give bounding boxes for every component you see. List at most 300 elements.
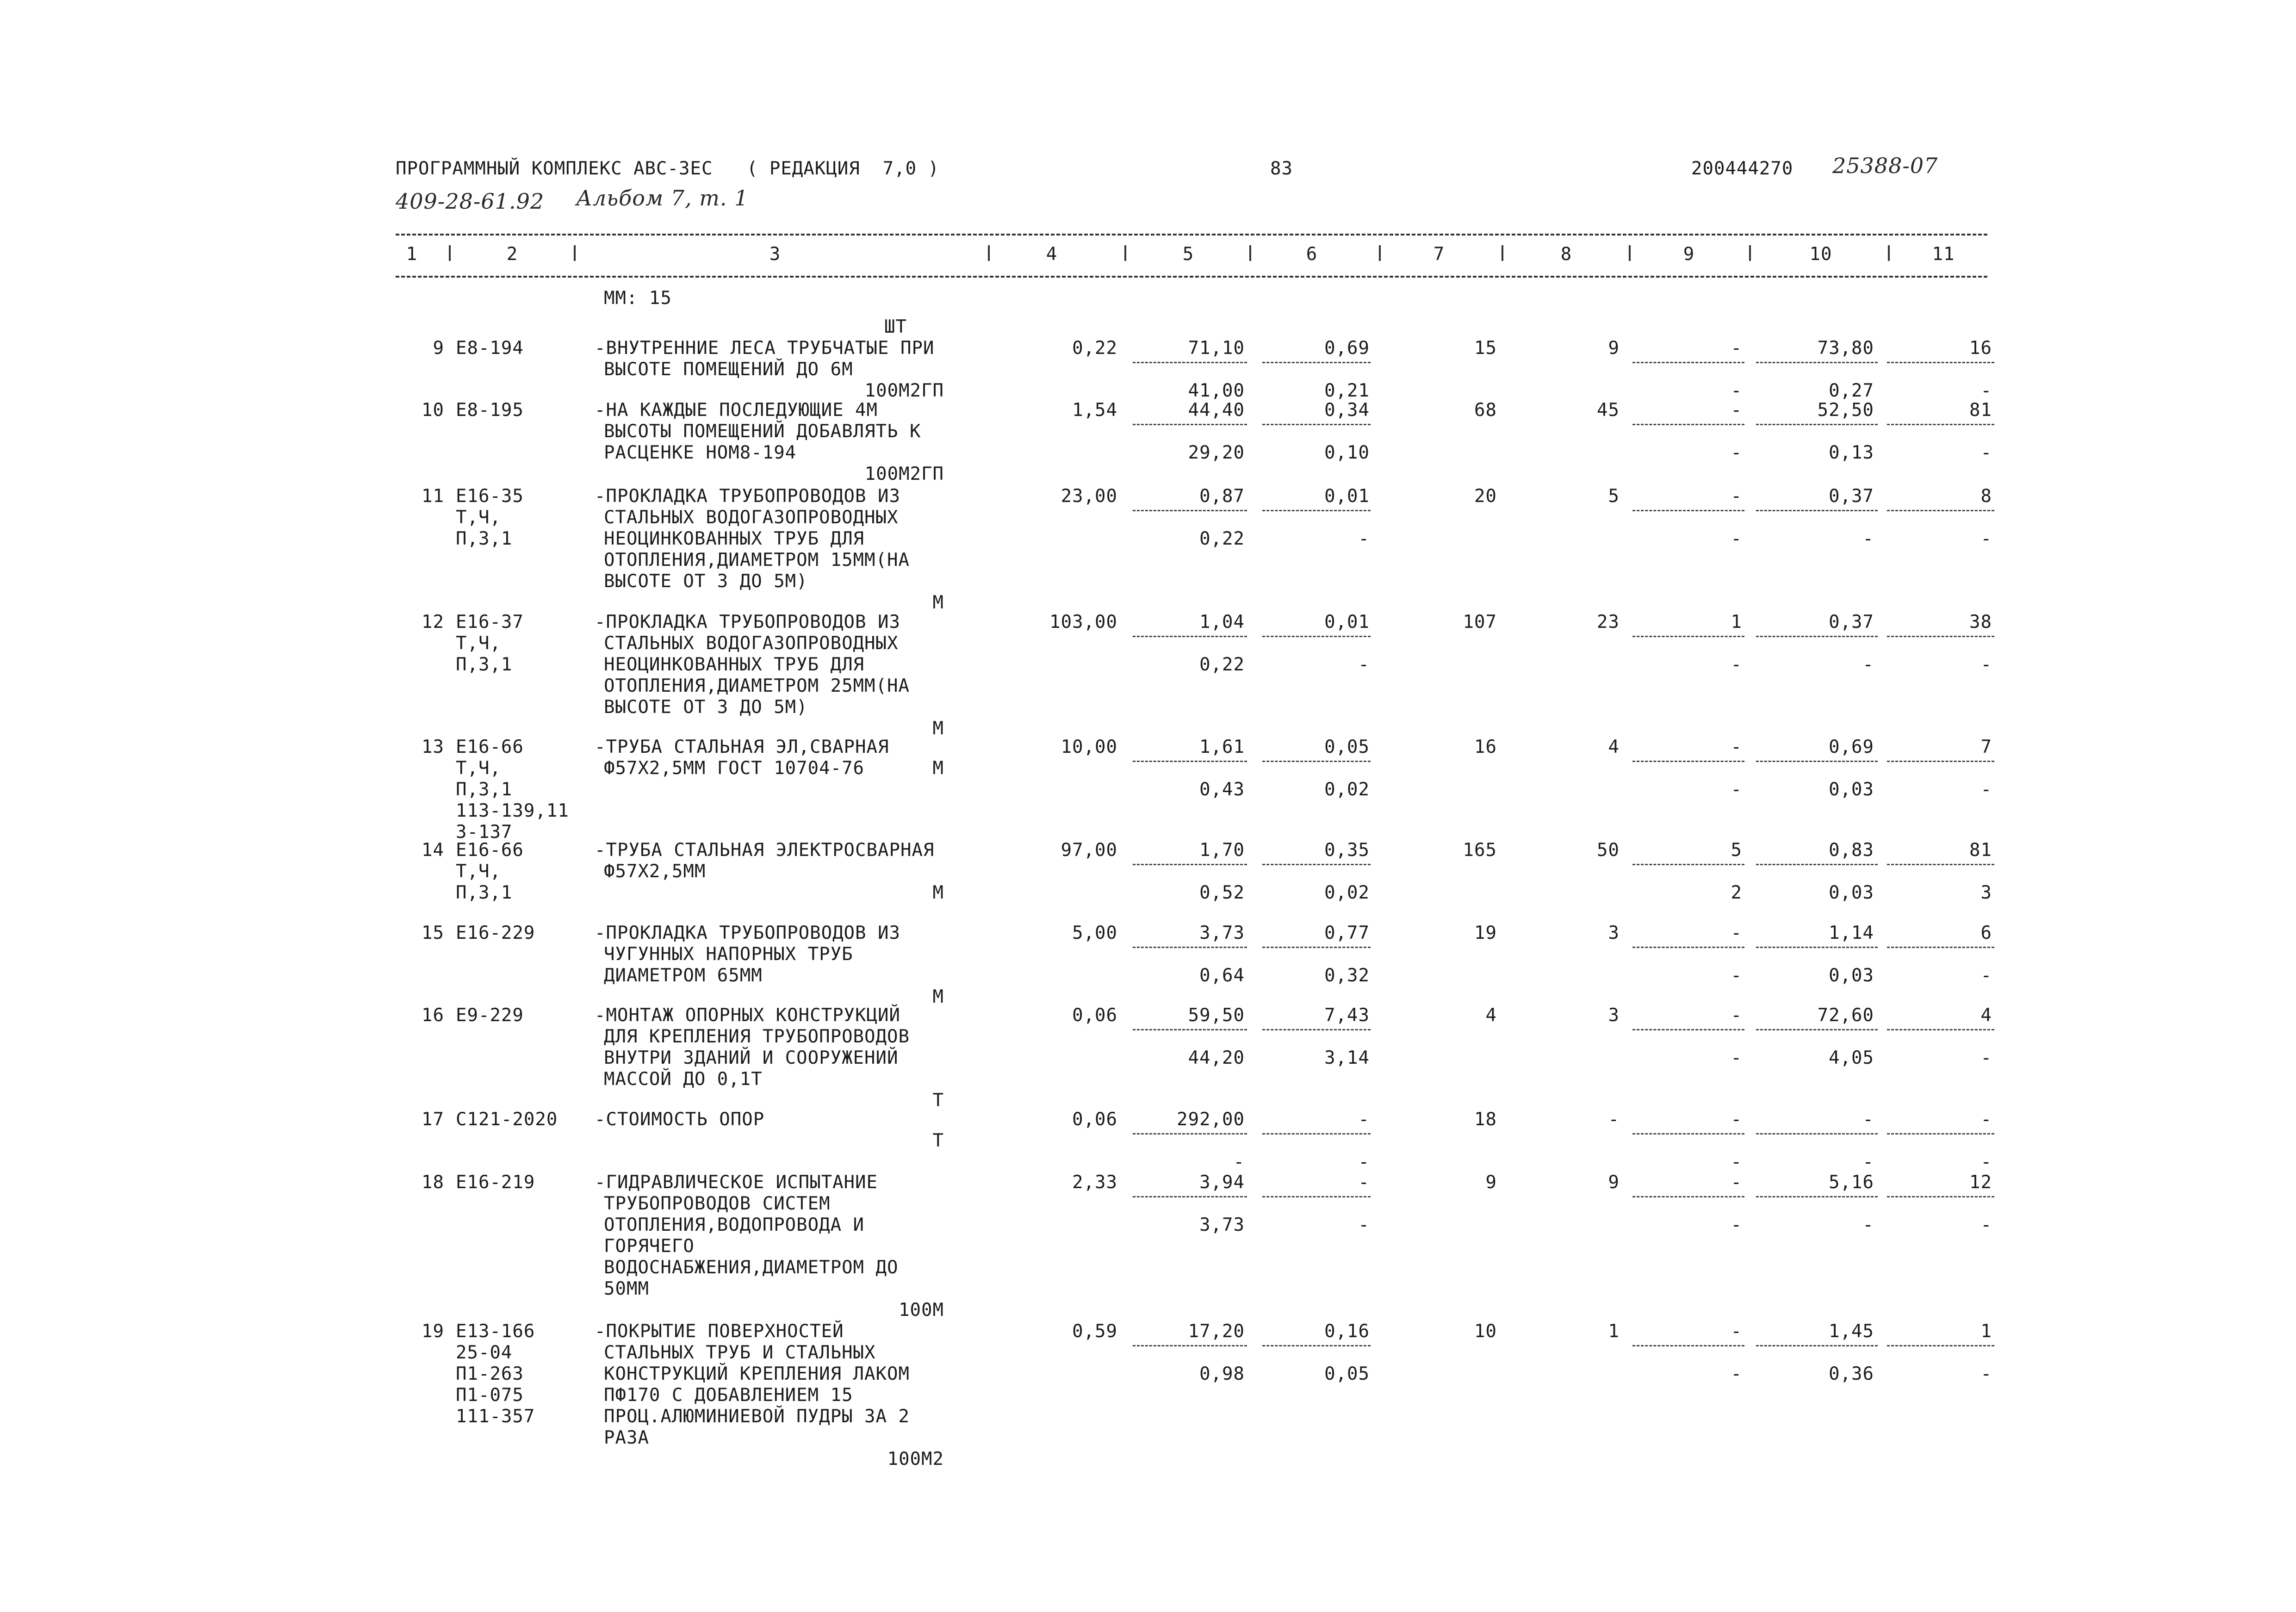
- rate-code: Е16-35: [456, 486, 524, 507]
- sub-divider: [1133, 864, 1247, 865]
- machinist-labor-total: -: [1980, 654, 1992, 675]
- wages-total: -: [1608, 1109, 1620, 1130]
- rate-code: Е13-166: [456, 1321, 535, 1342]
- labor-total: 81: [1969, 840, 1992, 861]
- unit-cost-wages: 0,52: [1199, 882, 1245, 903]
- unit-label: 100М: [899, 1300, 944, 1321]
- row-number: 11: [422, 486, 444, 507]
- unit-label: 100М2ГП: [864, 380, 944, 401]
- labor-per-unit: 0,37: [1829, 612, 1874, 632]
- machine-cost-wages: 0,21: [1324, 380, 1370, 401]
- machine-cost: -: [1358, 1172, 1370, 1193]
- labor-per-unit: 1,14: [1829, 923, 1874, 943]
- column-separator: [449, 245, 453, 261]
- sub-divider: [1756, 362, 1878, 363]
- total-cost: 4: [1485, 1005, 1497, 1026]
- unit-label: М: [932, 882, 944, 903]
- column-header-9: 9: [1683, 244, 1695, 265]
- unit-label: М: [932, 718, 944, 739]
- labor-total: 12: [1969, 1172, 1992, 1193]
- sub-divider: [1887, 1196, 1994, 1197]
- row-number: 19: [422, 1321, 444, 1342]
- work-description: ОТОПЛЕНИЯ,ДИАМЕТРОМ 15ММ(НА: [604, 550, 910, 570]
- rate-code: Т,Ч,: [456, 633, 501, 654]
- machine-cost-wages: -: [1358, 1152, 1370, 1172]
- handwritten-project-code: 409-28-61.92: [396, 189, 545, 214]
- work-description: ДИАМЕТРОМ 65ММ: [604, 965, 763, 986]
- machine-cost: 0,01: [1324, 612, 1370, 632]
- sub-divider: [1756, 1196, 1878, 1197]
- machinist-labor-total: -: [1980, 1364, 1992, 1384]
- machinist-labor-total: -: [1980, 1152, 1992, 1172]
- row-number: 14: [422, 840, 444, 861]
- rate-code: Т,Ч,: [456, 861, 501, 882]
- quantity: 2,33: [1072, 1172, 1117, 1193]
- wages-total: 3: [1608, 923, 1620, 943]
- machine-wages-total: -: [1731, 1364, 1742, 1384]
- sub-divider: [1262, 1196, 1371, 1197]
- machine-cost-wages: 0,32: [1324, 965, 1370, 986]
- work-description: ТРУБОПРОВОДОВ СИСТЕМ: [604, 1193, 831, 1214]
- sub-divider: [1262, 1029, 1371, 1030]
- sub-divider: [1887, 1029, 1994, 1030]
- sub-divider: [1262, 362, 1371, 363]
- machinist-labor-total: -: [1980, 528, 1992, 549]
- work-description: -СТОИМОСТЬ ОПОР: [595, 1109, 765, 1130]
- sub-divider: [1262, 864, 1371, 865]
- unit-cost-wages: 0,22: [1199, 654, 1245, 675]
- sub-divider: [1756, 1345, 1878, 1346]
- work-description: -ТРУБА СТАЛЬНАЯ ЭЛЕКТРОСВАРНАЯ: [595, 840, 935, 861]
- column-header-5: 5: [1182, 244, 1194, 265]
- sub-divider: [1632, 1345, 1744, 1346]
- sub-divider: [1133, 1029, 1247, 1030]
- sub-divider: [1632, 510, 1744, 511]
- rate-code: П,3,1: [456, 882, 513, 903]
- rate-code: Е16-66: [456, 840, 524, 861]
- unit-cost-wages: 3,73: [1199, 1215, 1245, 1235]
- rate-code: С121-2020: [456, 1109, 558, 1130]
- unit-cost: 71,10: [1188, 338, 1245, 359]
- sub-divider: [1262, 510, 1371, 511]
- column-header-1: 1: [406, 244, 418, 265]
- sub-divider: [1632, 1133, 1744, 1135]
- work-description: ПФ170 С ДОБАВЛЕНИЕМ 15: [604, 1385, 853, 1406]
- machine-cost: 0,05: [1324, 737, 1370, 757]
- column-header-10: 10: [1809, 244, 1832, 265]
- column-separator: [988, 245, 993, 261]
- total-cost: 10: [1474, 1321, 1497, 1342]
- unit-label: Т: [932, 1090, 944, 1111]
- sub-divider: [1262, 1345, 1371, 1346]
- machine-wages-total: 2: [1731, 882, 1742, 903]
- machine-total: 5: [1731, 840, 1742, 861]
- work-description: -НА КАЖДЫЕ ПОСЛЕДУЮЩИЕ 4М: [595, 400, 878, 421]
- machinist-labor-per-unit: -: [1862, 528, 1874, 549]
- machine-wages-total: -: [1731, 380, 1742, 401]
- machine-wages-total: -: [1731, 779, 1742, 800]
- unit-cost-wages: 0,98: [1199, 1364, 1245, 1384]
- sub-divider: [1887, 424, 1994, 425]
- rate-code: Е16-219: [456, 1172, 535, 1193]
- handwritten-doc-code: 25388-07: [1832, 153, 1938, 178]
- unit-cost: 17,20: [1188, 1321, 1245, 1342]
- column-header-3: 3: [769, 244, 781, 265]
- work-description: 50ММ: [604, 1278, 649, 1299]
- rate-code: 3-137: [456, 822, 513, 843]
- machine-cost-wages: 0,02: [1324, 882, 1370, 903]
- column-header-7: 7: [1433, 244, 1445, 265]
- row-number: 9: [433, 338, 444, 359]
- machine-cost: 0,77: [1324, 923, 1370, 943]
- total-cost: 15: [1474, 338, 1497, 359]
- rate-code: Е8-195: [456, 400, 524, 421]
- work-description: ВЫСОТЕ ПОМЕЩЕНИЙ ДО 6М: [604, 359, 853, 380]
- rate-code: 111-357: [456, 1406, 535, 1427]
- labor-total: -: [1980, 1109, 1992, 1130]
- machine-total: -: [1731, 400, 1742, 421]
- column-separator: [1749, 245, 1754, 261]
- labor-total: 7: [1980, 737, 1992, 757]
- machinist-labor-total: -: [1980, 1048, 1992, 1068]
- work-description: ВОДОСНАБЖЕНИЯ,ДИАМЕТРОМ ДО: [604, 1257, 899, 1278]
- unit-cost-wages: 0,43: [1199, 779, 1245, 800]
- sub-divider: [1756, 510, 1878, 511]
- rate-code: 113-139,11: [456, 800, 569, 821]
- total-cost: 107: [1463, 612, 1497, 632]
- machine-cost-wages: 0,05: [1324, 1364, 1370, 1384]
- quantity: 1,54: [1072, 400, 1117, 421]
- machine-total: -: [1731, 1005, 1742, 1026]
- total-cost: 16: [1474, 737, 1497, 757]
- machinist-labor-per-unit: 4,05: [1829, 1048, 1874, 1068]
- wages-total: 5: [1608, 486, 1620, 507]
- machine-total: -: [1731, 1321, 1742, 1342]
- unit-label: ШТ: [884, 316, 907, 337]
- machinist-labor-per-unit: -: [1862, 1152, 1874, 1172]
- machine-wages-total: -: [1731, 654, 1742, 675]
- work-description: ВНУТРИ ЗДАНИЙ И СООРУЖЕНИЙ: [604, 1048, 899, 1068]
- work-description: -ТРУБА СТАЛЬНАЯ ЭЛ,СВАРНАЯ: [595, 737, 889, 757]
- column-header-6: 6: [1306, 244, 1318, 265]
- machinist-labor-per-unit: 0,03: [1829, 779, 1874, 800]
- row-number: 15: [422, 923, 444, 943]
- rate-code: Е16-37: [456, 612, 524, 632]
- work-description: -ВНУТРЕННИЕ ЛЕСА ТРУБЧАТЫЕ ПРИ: [595, 338, 935, 359]
- unit-cost-wages: -: [1233, 1152, 1245, 1172]
- quantity: 0,22: [1072, 338, 1117, 359]
- column-separator: [1888, 245, 1893, 261]
- machine-total: -: [1731, 1172, 1742, 1193]
- machine-cost-wages: 0,02: [1324, 779, 1370, 800]
- sub-divider: [1133, 424, 1247, 425]
- row-number: 13: [422, 737, 444, 757]
- labor-per-unit: 0,69: [1829, 737, 1874, 757]
- rate-code: Т,Ч,: [456, 758, 501, 779]
- machine-total: 1: [1731, 612, 1742, 632]
- sub-divider: [1632, 864, 1744, 865]
- work-description: -МОНТАЖ ОПОРНЫХ КОНСТРУКЦИЙ: [595, 1005, 900, 1026]
- work-description: КОНСТРУКЦИЙ КРЕПЛЕНИЯ ЛАКОМ: [604, 1364, 910, 1384]
- labor-total: 8: [1980, 486, 1992, 507]
- machine-wages-total: -: [1731, 1152, 1742, 1172]
- sub-divider: [1887, 947, 1994, 948]
- sub-divider: [1756, 636, 1878, 637]
- sub-divider: [1133, 510, 1247, 511]
- quantity: 10,00: [1061, 737, 1117, 757]
- sub-divider: [1756, 947, 1878, 948]
- machine-wages-total: -: [1731, 1048, 1742, 1068]
- sub-divider: [1887, 864, 1994, 865]
- sub-divider: [1632, 362, 1744, 363]
- unit-label: М: [932, 986, 944, 1007]
- header-rule-bottom: [396, 276, 1987, 278]
- wages-total: 3: [1608, 1005, 1620, 1026]
- work-description: РАЗА: [604, 1427, 649, 1448]
- rate-code: Е8-194: [456, 338, 524, 359]
- column-separator: [1249, 245, 1254, 261]
- rate-code: Т,Ч,: [456, 507, 501, 528]
- work-description: -ПРОКЛАДКА ТРУБОПРОВОДОВ ИЗ: [595, 486, 900, 507]
- sub-divider: [1632, 761, 1744, 762]
- unit-cost: 59,50: [1188, 1005, 1245, 1026]
- machinist-labor-total: -: [1980, 965, 1992, 986]
- work-description: ПРОЦ.АЛЮМИНИЕВОЙ ПУДРЫ ЗА 2: [604, 1406, 910, 1427]
- machinist-labor-per-unit: 0,03: [1829, 882, 1874, 903]
- machine-total: -: [1731, 1109, 1742, 1130]
- quantity: 5,00: [1072, 923, 1117, 943]
- header-rule-top: [396, 234, 1987, 236]
- quantity: 0,06: [1072, 1109, 1117, 1130]
- sub-divider: [1133, 636, 1247, 637]
- quantity: 103,00: [1049, 612, 1117, 632]
- machinist-labor-total: -: [1980, 1215, 1992, 1235]
- handwritten-album: Альбом 7, т. 1: [576, 186, 749, 211]
- total-cost: 20: [1474, 486, 1497, 507]
- column-separator: [1502, 245, 1506, 261]
- labor-total: 16: [1969, 338, 1992, 359]
- total-cost: 68: [1474, 400, 1497, 421]
- column-header-11: 11: [1932, 244, 1955, 265]
- sub-divider: [1756, 1133, 1878, 1135]
- machine-wages-total: -: [1731, 1215, 1742, 1235]
- sub-divider: [1887, 1345, 1994, 1346]
- column-separator: [1379, 245, 1384, 261]
- labor-per-unit: 73,80: [1817, 338, 1874, 359]
- machine-cost-wages: 0,10: [1324, 442, 1370, 463]
- unit-cost: 3,73: [1199, 923, 1245, 943]
- unit-cost-wages: 0,22: [1199, 528, 1245, 549]
- quantity: 23,00: [1061, 486, 1117, 507]
- total-cost: 165: [1463, 840, 1497, 861]
- work-description: ОТОПЛЕНИЯ,ДИАМЕТРОМ 25ММ(НА: [604, 676, 910, 696]
- work-description: СТАЛЬНЫХ ВОДОГАЗОПРОВОДНЫХ: [604, 507, 899, 528]
- machinist-labor-total: 3: [1980, 882, 1992, 903]
- machine-wages-total: -: [1731, 965, 1742, 986]
- wages-total: 45: [1597, 400, 1620, 421]
- machine-total: -: [1731, 338, 1742, 359]
- quantity: 0,06: [1072, 1005, 1117, 1026]
- sub-divider: [1887, 1133, 1994, 1135]
- unit-cost: 44,40: [1188, 400, 1245, 421]
- machinist-labor-per-unit: 0,13: [1829, 442, 1874, 463]
- total-cost: 18: [1474, 1109, 1497, 1130]
- machine-cost-wages: 3,14: [1324, 1048, 1370, 1068]
- rate-code: Е9-229: [456, 1005, 524, 1026]
- sub-divider: [1133, 1133, 1247, 1135]
- labor-per-unit: 72,60: [1817, 1005, 1874, 1026]
- work-description: СТАЛЬНЫХ ТРУБ И СТАЛЬНЫХ: [604, 1342, 876, 1363]
- rate-code: Е16-66: [456, 737, 524, 757]
- row-number: 17: [422, 1109, 444, 1130]
- sub-divider: [1632, 636, 1744, 637]
- program-title: ПРОГРАММНЫЙ КОМПЛЕКС АВС-3ЕС ( РЕДАКЦИЯ 7,0 ): [396, 158, 940, 179]
- machine-cost-wages: -: [1358, 654, 1370, 675]
- unit-cost-wages: 29,20: [1188, 442, 1245, 463]
- unit-cost-wages: 41,00: [1188, 380, 1245, 401]
- unit-label: 100М2ГП: [864, 464, 944, 484]
- work-description: Ф57Х2,5ММ ГОСТ 10704-76: [604, 758, 865, 779]
- labor-total: 4: [1980, 1005, 1992, 1026]
- row-number: 12: [422, 612, 444, 632]
- machine-cost: 0,35: [1324, 840, 1370, 861]
- work-description: -ПРОКЛАДКА ТРУБОПРОВОДОВ ИЗ: [595, 612, 900, 632]
- wages-total: 23: [1597, 612, 1620, 632]
- labor-per-unit: 1,45: [1829, 1321, 1874, 1342]
- machine-total: -: [1731, 486, 1742, 507]
- work-description: СТАЛЬНЫХ ВОДОГАЗОПРОВОДНЫХ: [604, 633, 899, 654]
- column-separator: [574, 245, 578, 261]
- machine-cost: 0,01: [1324, 486, 1370, 507]
- unit-cost: 1,04: [1199, 612, 1245, 632]
- sub-divider: [1133, 1345, 1247, 1346]
- work-description: -ПРОКЛАДКА ТРУБОПРОВОДОВ ИЗ: [595, 923, 900, 943]
- row-number: 16: [422, 1005, 444, 1026]
- labor-per-unit: 0,83: [1829, 840, 1874, 861]
- unit-cost: 0,87: [1199, 486, 1245, 507]
- work-description: РАСЦЕНКЕ НОМ8-194: [604, 442, 797, 463]
- rate-code: П1-075: [456, 1385, 524, 1406]
- sub-divider: [1632, 1029, 1744, 1030]
- machine-wages-total: -: [1731, 442, 1742, 463]
- total-cost: 19: [1474, 923, 1497, 943]
- sub-divider: [1133, 947, 1247, 948]
- rate-code: Е16-229: [456, 923, 535, 943]
- page-number: 83: [1270, 158, 1293, 179]
- row-number: 10: [422, 400, 444, 421]
- machine-cost: 7,43: [1324, 1005, 1370, 1026]
- sub-divider: [1133, 761, 1247, 762]
- labor-total: 81: [1969, 400, 1992, 421]
- column-separator: [1124, 245, 1129, 261]
- work-description: МАССОЙ ДО 0,1Т: [604, 1069, 763, 1090]
- sub-divider: [1262, 947, 1371, 948]
- rate-code: П,3,1: [456, 528, 513, 549]
- sub-divider: [1756, 1029, 1878, 1030]
- machinist-labor-per-unit: 0,36: [1829, 1364, 1874, 1384]
- labor-per-unit: 5,16: [1829, 1172, 1874, 1193]
- wages-total: 50: [1597, 840, 1620, 861]
- sub-divider: [1262, 1133, 1371, 1135]
- sub-divider: [1133, 1196, 1247, 1197]
- machine-wages-total: -: [1731, 528, 1742, 549]
- unit-cost-wages: 0,64: [1199, 965, 1245, 986]
- unit-label: М: [932, 592, 944, 613]
- rate-code: П,3,1: [456, 654, 513, 675]
- labor-total: 38: [1969, 612, 1992, 632]
- section-label: ММ: 15: [604, 288, 672, 309]
- sub-divider: [1133, 362, 1247, 363]
- wages-total: 4: [1608, 737, 1620, 757]
- work-description: ДЛЯ КРЕПЛЕНИЯ ТРУБОПРОВОДОВ: [604, 1026, 910, 1047]
- unit-label: М: [932, 758, 944, 779]
- sub-divider: [1756, 424, 1878, 425]
- machine-cost-wages: -: [1358, 528, 1370, 549]
- machinist-labor-per-unit: -: [1862, 654, 1874, 675]
- machinist-labor-per-unit: 0,03: [1829, 965, 1874, 986]
- rate-code: 25-04: [456, 1342, 513, 1363]
- machine-total: -: [1731, 737, 1742, 757]
- wages-total: 9: [1608, 338, 1620, 359]
- machine-cost: 0,69: [1324, 338, 1370, 359]
- work-description: ЧУГУННЫХ НАПОРНЫХ ТРУБ: [604, 944, 853, 965]
- column-header-2: 2: [506, 244, 518, 265]
- column-header-8: 8: [1560, 244, 1572, 265]
- sub-divider: [1262, 424, 1371, 425]
- unit-label: Т: [932, 1130, 944, 1151]
- quantity: 97,00: [1061, 840, 1117, 861]
- labor-per-unit: 52,50: [1817, 400, 1874, 421]
- unit-label: 100М2: [887, 1449, 944, 1469]
- machinist-labor-per-unit: 0,27: [1829, 380, 1874, 401]
- machine-cost: 0,34: [1324, 400, 1370, 421]
- machinist-labor-total: -: [1980, 380, 1992, 401]
- sub-divider: [1632, 424, 1744, 425]
- machinist-labor-total: -: [1980, 442, 1992, 463]
- sub-divider: [1262, 636, 1371, 637]
- unit-cost: 292,00: [1177, 1109, 1245, 1130]
- work-description: ВЫСОТЕ ОТ 3 ДО 5М): [604, 571, 808, 592]
- machine-cost-wages: -: [1358, 1215, 1370, 1235]
- machinist-labor-total: -: [1980, 779, 1992, 800]
- rate-code: П,3,1: [456, 779, 513, 800]
- work-description: ВЫСОТЫ ПОМЕЩЕНИЙ ДОБАВЛЯТЬ К: [604, 421, 921, 442]
- labor-per-unit: -: [1862, 1109, 1874, 1130]
- sub-divider: [1262, 761, 1371, 762]
- sub-divider: [1887, 761, 1994, 762]
- unit-cost: 1,70: [1199, 840, 1245, 861]
- wages-total: 9: [1608, 1172, 1620, 1193]
- work-description: ВЫСОТЕ ОТ 3 ДО 5М): [604, 697, 808, 718]
- machine-cost: 0,16: [1324, 1321, 1370, 1342]
- work-description: ОТОПЛЕНИЯ,ВОДОПРОВОДА И: [604, 1215, 865, 1235]
- sub-divider: [1632, 947, 1744, 948]
- document-number: 200444270: [1691, 158, 1793, 179]
- unit-cost: 1,61: [1199, 737, 1245, 757]
- machine-total: -: [1731, 923, 1742, 943]
- work-description: НЕОЦИНКОВАННЫХ ТРУБ ДЛЯ: [604, 654, 865, 675]
- sub-divider: [1887, 510, 1994, 511]
- column-header-4: 4: [1046, 244, 1058, 265]
- unit-cost: 3,94: [1199, 1172, 1245, 1193]
- total-cost: 9: [1485, 1172, 1497, 1193]
- sub-divider: [1632, 1196, 1744, 1197]
- unit-cost-wages: 44,20: [1188, 1048, 1245, 1068]
- work-description: НЕОЦИНКОВАННЫХ ТРУБ ДЛЯ: [604, 528, 865, 549]
- machinist-labor-per-unit: -: [1862, 1215, 1874, 1235]
- labor-per-unit: 0,37: [1829, 486, 1874, 507]
- work-description: -ГИДРАВЛИЧЕСКОЕ ИСПЫТАНИЕ: [595, 1172, 878, 1193]
